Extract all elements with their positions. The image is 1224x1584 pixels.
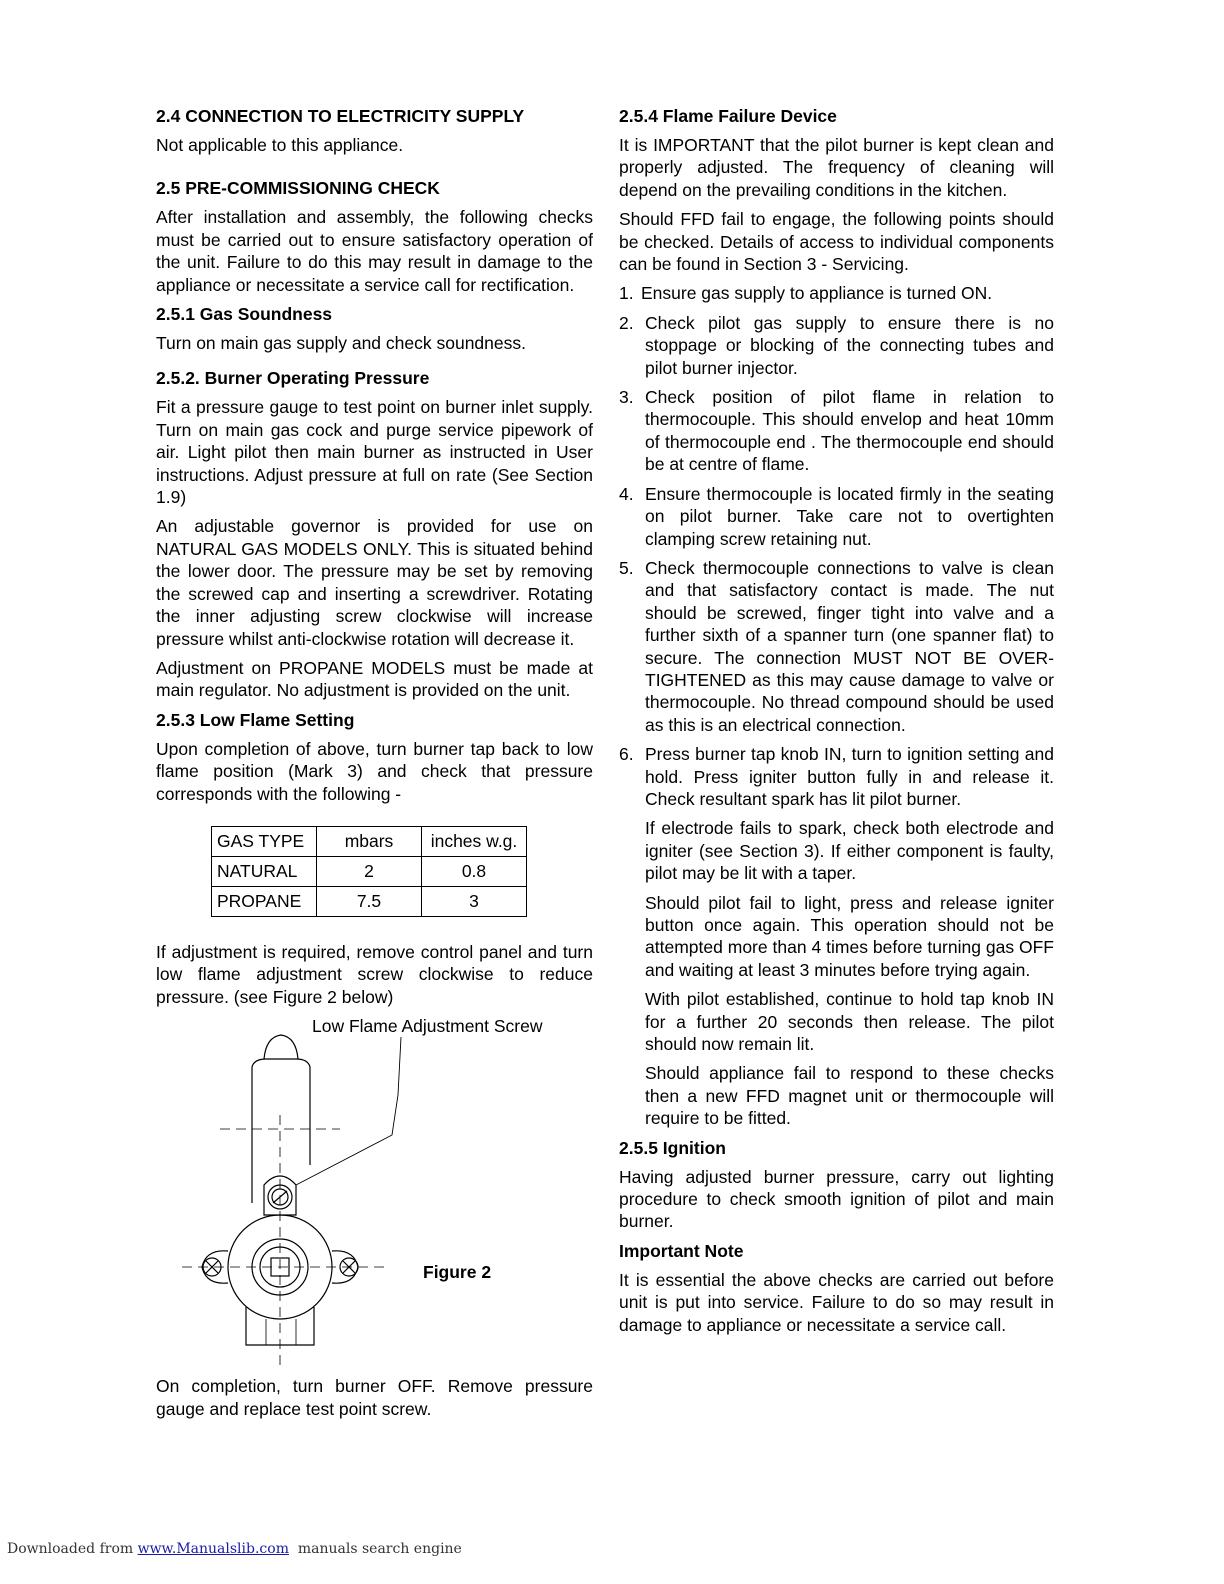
list-item-text: Ensure thermocouple is located firmly in the seating on pilot burner. Take care not to overtighten clamping screw retaining nut. [645,483,1054,549]
section-2-5-5-text: Having adjusted burner pressure, carry out lighting procedure to check smooth ignition of pilot and main burner. [619,1166,1054,1232]
item-6-sub-para: If electrode fails to spark, check both electrode and igniter (see Section 3). If either component is faulty, pilot may be lit with a taper. [645,818,1054,884]
valve-diagram [156,1015,593,1375]
item-6-sub-para: With pilot established, continue to hold tap knob IN for a further 20 seconds then release. The pilot should now remain lit. [645,989,1054,1055]
figure-caption: Figure 2 [423,1262,492,1283]
list-item-text: Check pilot gas supply to ensure there is no stoppage or blocking of the connecting tubes and pilot burner injector. [645,312,1054,378]
table-row [212,856,527,886]
section-2-5-4-para-2: Should FFD fail to engage, the following points should be checked. Details of access to individual components can be found in Section 3 - Servicing. [619,209,1054,275]
table-header-cell: inches w.g. [422,826,527,856]
table-cell: 3 [422,886,527,916]
list-item-number: 6. [619,744,634,765]
footer-suffix: manuals search engine [288,1541,462,1557]
table-header-row [212,826,527,856]
table-row [212,886,527,916]
section-2-5-5-title: 2.5.5 Ignition [619,1137,726,1158]
table-cell: 2 [317,856,422,886]
table-cell: NATURAL [212,856,317,886]
list-item-text: Ensure gas supply to appliance is turned ON. [641,283,993,304]
list-item [619,386,1054,476]
section-2-5-3-para-3: On completion, turn burner OFF. Remove pressure gauge and replace test point screw. [156,1376,593,1419]
download-footer [7,1541,462,1557]
section-2-5-1-title: 2.5.1 Gas Soundness [156,304,333,325]
list-item-number: 2. [619,312,634,333]
list-item [619,743,1054,810]
section-2-5-2-para-2: An adjustable governor is provided for use on NATURAL GAS MODELS ONLY. This is situated behind the lower door. The pressure may be set by removing the screwed cap and inserting a screwdriver. Rotating the inner adjusting screw clockwise will increase pressure whilst anti-clockwise rotation will decrease it. [156,516,593,649]
list-item-number: 3. [619,387,634,408]
section-2-5-2-title: 2.5.2. Burner Operating Pressure [156,368,430,389]
list-item-text: Check position of pilot flame in relation to thermocouple. This should envelop and heat 10mm of thermocouple end . The thermocouple end should be at centre of flame. [645,387,1054,475]
manualslib-link[interactable]: www.Manualslib.com [137,1541,289,1557]
table-header-cell: mbars [317,826,422,856]
important-note-text: It is essential the above checks are carried out before unit is put into service. Failure to do so may result in damage to appliance or necessitate a service call. [619,1269,1054,1335]
table-header-cell: GAS TYPE [212,826,317,856]
leader-line [296,1037,401,1185]
section-2-4-title: 2.4 CONNECTION TO ELECTRICITY SUPPLY [156,106,525,126]
section-2-5-2-para-1: Fit a pressure gauge to test point on burner inlet supply. Turn on main gas cock and purge service pipework of air. Light pilot then main burner as instructed in User instructions. Adjust pressure at full on rate (See Section 1.9) [156,397,593,508]
item-6-sub-para: Should pilot fail to light, press and release igniter button once again. This operation should not be attempted more than 4 times before turning gas OFF and waiting at least 3 minutes before trying again. [645,892,1054,980]
left-column [156,105,593,1427]
list-item-text: Press burner tap knob IN, turn to ignition setting and hold. Press igniter button fully in and release it. Check resultant spark has lit pilot burner. [645,744,1054,809]
section-2-5-1-text: Turn on main gas supply and check soundness. [156,333,526,354]
list-item [619,557,1054,736]
important-note-title: Important Note [619,1240,744,1261]
section-2-5-3-para-2: If adjustment is required, remove control panel and turn low flame adjustment screw clockwise to reduce pressure. (see Figure 2 below) [156,941,593,1007]
section-2-5-title: 2.5 PRE-COMMISSIONING CHECK [156,178,440,199]
list-item-number: 1. [619,283,634,304]
table-cell: 7.5 [317,886,422,916]
section-2-5-2-para-3: Adjustment on PROPANE MODELS must be made at main regulator. No adjustment is provided on the unit. [156,657,593,701]
list-item [619,312,1054,379]
footer-prefix: Downloaded from [7,1541,138,1557]
section-2-5-4-para-1: It is IMPORTANT that the pilot burner is kept clean and properly adjusted. The frequency of cleaning will depend on the prevailing conditions in the kitchen. [619,135,1054,200]
valve-top-cap [264,1035,298,1059]
table-cell: 0.8 [422,856,527,886]
list-item [619,282,1054,304]
section-2-5-3-title: 2.5.3 Low Flame Setting [156,709,355,730]
table-cell: PROPANE [212,886,317,916]
list-item-number: 5. [619,557,634,578]
section-2-5-text: After installation and assembly, the following checks must be carried out to ensure satisfactory operation of the unit. Failure to do this may result in damage to the appliance or necessitate a service call for rectification. [156,207,593,295]
valve-stem [252,1059,310,1165]
section-2-5-3-para-1: Upon completion of above, turn burner tap back to low flame position (Mark 3) and check that pressure corresponds with the following - [156,738,593,804]
list-item [619,483,1054,550]
list-item-number: 4. [619,483,634,504]
section-2-4-text: Not applicable to this appliance. [156,135,404,155]
figure-label: Low Flame Adjustment Screw [312,1016,543,1037]
item-6-sub-para: Should appliance fail to respond to these checks then a new FFD magnet unit or thermocouple will require to be fitted. [645,1063,1054,1129]
gas-pressure-table [211,826,527,917]
figure-2 [156,1015,593,1375]
centre-lines [182,1115,384,1365]
list-item-text: Check thermocouple connections to valve is clean and that satisfactory contact is made. The nut should be screwed, finger tight into valve and a further sixth of a spanner turn (one spanner flat) to secure. The connection MUST NOT BE OVER-TIGHTENED as this may cause damage to valve or thermocouple. No thread compound should be used as this is an electrical connection. [645,557,1054,735]
right-column [619,105,1054,1343]
section-2-5-4-title: 2.5.4 Flame Failure Device [619,106,837,126]
